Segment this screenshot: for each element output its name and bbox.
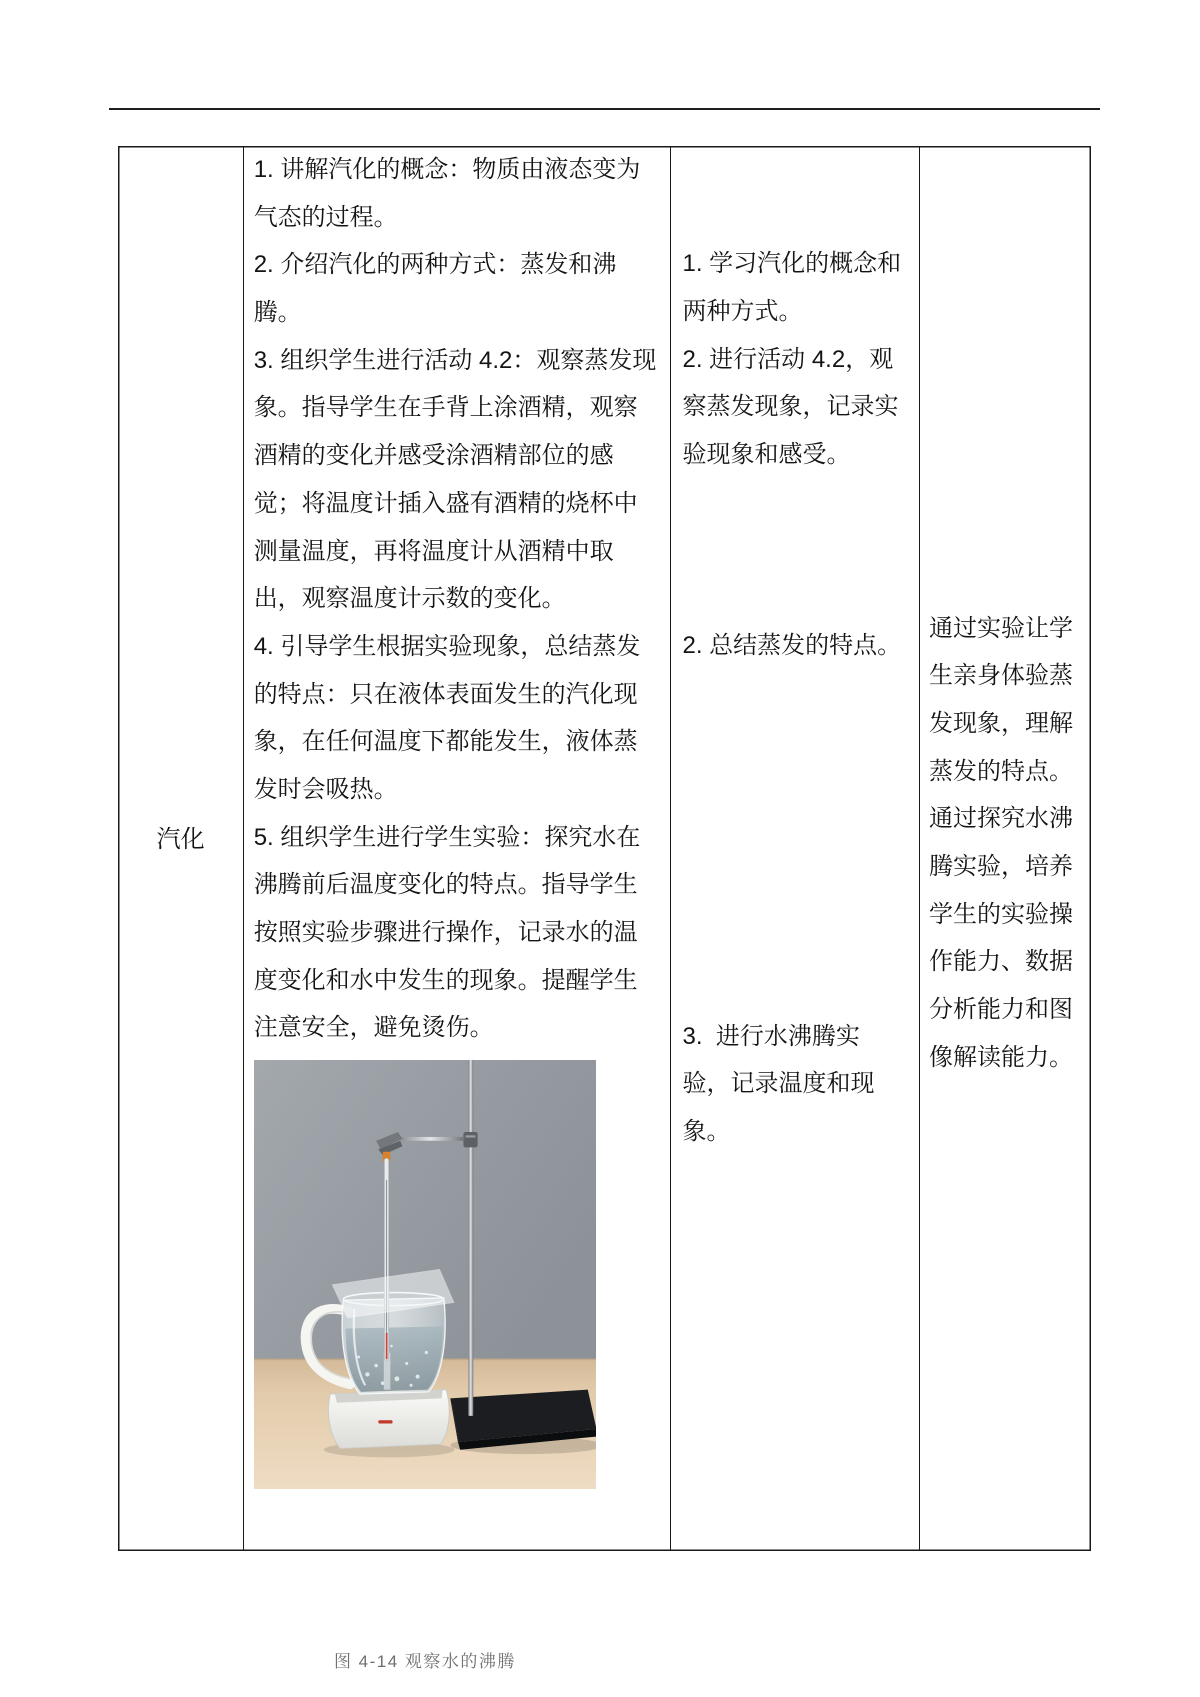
text-line: 分析能力和图: [929, 996, 1073, 1023]
lesson-table: [118, 146, 1091, 1672]
design-intent-list: [929, 605, 1073, 1082]
text-line: 的特点：只在液体表面发生的汽化现: [253, 680, 638, 708]
text-line: 像解读能力。: [929, 1043, 1073, 1071]
text-line: 1. 学习汽化的概念和: [682, 250, 902, 278]
text-line: 腾实验，培养: [929, 852, 1073, 880]
student-activity-item: [682, 240, 901, 335]
text-line: 测量温度，再将温度计从酒精中取: [253, 537, 614, 565]
design-intent-item: [929, 605, 1073, 796]
figure-photo: [254, 1060, 597, 1489]
text-line: 象。指导学生在手背上涂酒精，观察: [253, 394, 638, 422]
text-line: 2. 总结蒸发的特点。: [682, 632, 902, 659]
text-line: 察蒸发现象，记录实: [682, 393, 899, 421]
text-line: 作能力、数据: [929, 948, 1073, 976]
text-line: 5. 组织学生进行学生实验：探究水在: [253, 823, 641, 851]
figure-caption: 图 4-14 观察水的沸腾: [333, 1652, 516, 1672]
text-line: 两种方式。: [682, 298, 803, 326]
text-line: 蒸发的特点。: [929, 757, 1073, 785]
teacher-activity-item: [254, 146, 657, 241]
teacher-activity-item: [254, 623, 657, 814]
student-activity-item: [682, 336, 901, 479]
page-top-rule: [109, 108, 1100, 110]
text-line: 象，在任何温度下都能发生，液体蒸: [253, 728, 638, 756]
thermometer: [384, 1159, 388, 1361]
teacher-activity-item: [254, 814, 657, 1052]
text-line: 沸腾前后温度变化的特点。指导学生: [253, 871, 638, 899]
text-line: 4. 引导学生根据实验现象，总结蒸发: [253, 632, 641, 660]
text-line: 按照实验步骤进行操作，记录水的温: [253, 919, 638, 946]
text-line: 验，记录温度和现: [682, 1070, 875, 1098]
text-line: 2. 进行活动 4.2，观: [682, 345, 894, 373]
topic-label: 汽化: [156, 826, 205, 853]
teacher-activity-item: [254, 337, 657, 623]
text-line: 1. 讲解汽化的概念：物质由液态变为: [253, 156, 641, 183]
student-activity-group: [682, 1013, 874, 1156]
cell-topic: [118, 146, 243, 1551]
text-line: 气态的过程。: [253, 203, 398, 231]
text-line: 象。: [682, 1117, 731, 1145]
design-intent-item: [929, 795, 1073, 1081]
student-activity-group: [682, 622, 901, 670]
text-line: 觉；将温度计插入盛有酒精的烧杯中: [253, 489, 638, 517]
student-activity-item: [682, 1013, 874, 1156]
text-line: 度变化和水中发生的现象。提醒学生: [253, 966, 638, 994]
text-line: 学生的实验操: [929, 900, 1073, 928]
text-line: 发时会吸热。: [253, 775, 398, 803]
text-line: 3. 进行水沸腾实: [682, 1022, 860, 1050]
cell-teacher-activities: [243, 146, 670, 1672]
text-line: 出，观察温度计示数的变化。: [253, 585, 566, 613]
student-activity-group: [682, 240, 901, 478]
text-line: 验现象和感受。: [682, 441, 851, 469]
text-line: 注意安全，避免烫伤。: [253, 1014, 494, 1042]
teacher-activity-list: [254, 146, 657, 1052]
cell-student-activities: [670, 146, 919, 1551]
cell-design-intent: [919, 146, 1092, 1551]
text-line: 通过探究水沸: [929, 805, 1073, 833]
text-line: 2. 介绍汽化的两种方式：蒸发和沸: [253, 251, 617, 279]
table-row: [118, 146, 1091, 1672]
teacher-activity-item: [254, 241, 657, 336]
text-line: 发现象，理解: [929, 709, 1073, 737]
text-line: 通过实验让学: [929, 614, 1073, 642]
text-line: 生亲身体验蒸: [929, 662, 1073, 690]
student-activity-item: [682, 622, 901, 670]
text-line: 腾。: [253, 299, 302, 327]
text-line: 酒精的变化并感受涂酒精部位的感: [253, 442, 614, 470]
text-line: 3. 组织学生进行活动 4.2：观察蒸发现: [253, 346, 657, 374]
heating-base: [323, 1390, 454, 1458]
